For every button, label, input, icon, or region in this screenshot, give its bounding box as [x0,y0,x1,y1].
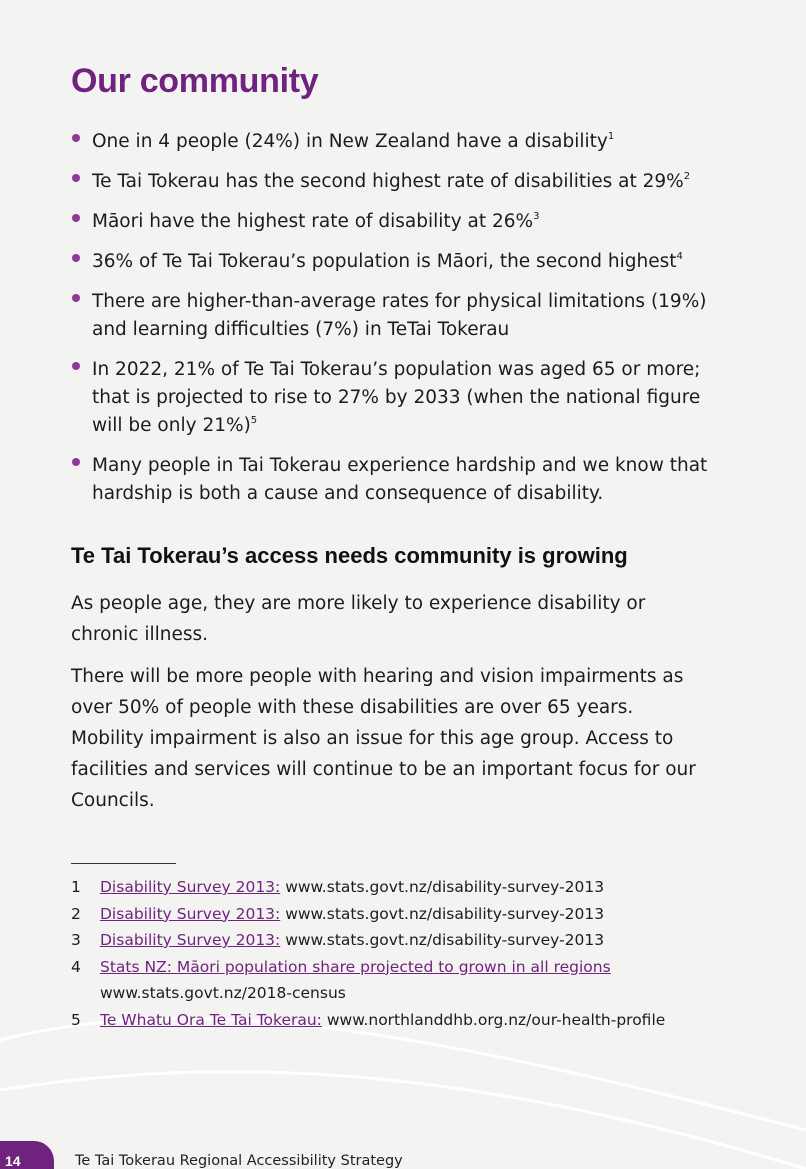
bullet-text: 36% of Te Tai Tokerau’s population is Māori, the second highest [92,251,677,272]
footnote-ref: 3 [533,211,540,222]
bullet-dot-icon [72,214,80,222]
footnote-item [71,901,731,928]
bullet-dot-icon [72,134,80,142]
footnote-url: www.stats.govt.nz/disability-survey-2013 [285,878,605,896]
bullet-item [71,208,721,236]
footnote-ref: 1 [607,131,615,142]
body-paragraph: As people age, they are more likely to experience disability or chronic illness. [71,593,646,645]
bullet-text: Te Tai Tokerau has the second highest rate of disabilities at 29% [92,171,684,192]
footnote-link[interactable]: Stats NZ: Māori population share projected to grown in all regions [100,957,611,976]
footnote-number: 4 [71,957,81,976]
bullet-item [71,128,721,156]
footnote-list [71,874,731,1033]
footnote-ref: 5 [250,415,258,426]
footer-doc-title: Te Tai Tokerau Regional Accessibility Strategy [75,1153,403,1169]
bullet-item [71,288,721,344]
footnote-url: www.stats.govt.nz/disability-survey-2013 [285,904,605,923]
bullet-item [71,248,721,276]
bullet-dot-icon [72,294,80,302]
bullet-dot-icon [72,174,80,182]
footnote-url: www.stats.govt.nz/disability-survey-2013 [285,931,605,949]
section-subheading: Te Tai Tokerau’s access needs community is growing [71,543,628,568]
bullet-text: There are higher-than-average rates for physical limitations (19%) and learning difficulties (7%) in TeTai Tokerau [92,291,707,340]
page-title: Our community [71,62,319,100]
footnote-number: 3 [71,931,81,949]
bullet-text: One in 4 people (24%) in New Zealand have a disability [92,131,608,152]
page-number: 14 [5,1153,21,1169]
footnote-link[interactable]: Disability Survey 2013: [100,878,281,896]
bullet-list [71,128,721,520]
bullet-item [71,168,721,196]
bullet-text: In 2022, 21% of Te Tai Tokerau’s population was aged 65 or more; that is projected to rise to 27% by 2033 (when the national figure will be only 21%) [92,359,701,436]
footnote-link[interactable]: Te Whatu Ora Te Tai Tokerau: [100,1010,322,1029]
footnote-ref: 4 [676,251,683,262]
footnote-number: 1 [71,878,81,896]
bullet-item [71,356,721,440]
footnote-number: 5 [71,1010,81,1029]
footnote-number: 2 [71,904,81,923]
footnote-divider [71,863,176,864]
footnote-link[interactable]: Disability Survey 2013: [100,904,281,923]
bullet-dot-icon [72,254,80,262]
footnote-item [71,927,731,954]
footnote-link[interactable]: Disability Survey 2013: [100,931,281,949]
footnote-item [71,1007,731,1034]
bullet-dot-icon [72,362,80,370]
bullet-text: Māori have the highest rate of disability at 26% [92,211,534,232]
bullet-dot-icon [72,458,80,466]
body-paragraph: There will be more people with hearing and vision impairments as over 50% of people with these disabilities are over 65 years. Mobility impairment is also an issue for this age group. Access to facilities and services will continue to be an important focus for our Councils. [71,666,696,811]
page-number-tab [0,1141,54,1169]
footnote-url: www.northlanddhb.org.nz/our-health-profile [326,1010,666,1029]
bullet-text: Many people in Tai Tokerau experience hardship and we know that hardship is both a cause and consequence of disability. [92,455,708,504]
footnote-item [71,874,731,901]
footnote-url: www.stats.govt.nz/2018-census [100,984,346,1002]
footnote-ref: 2 [683,171,691,182]
footnote-item [71,954,731,1007]
bullet-item [71,452,721,508]
